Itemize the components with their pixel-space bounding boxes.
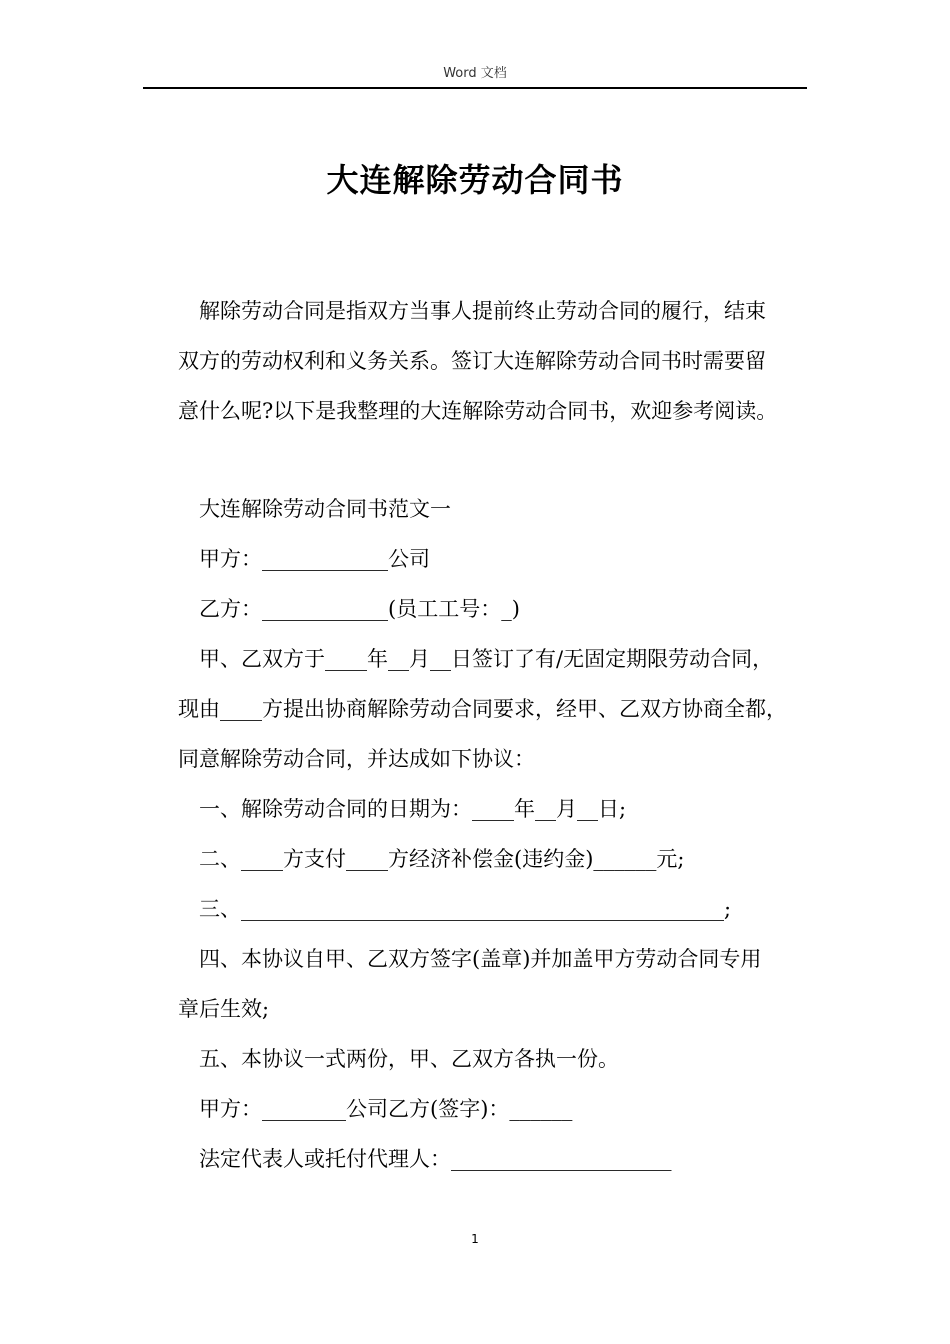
clause-5: 五、本协议一式两份，甲、乙双方各执一份。 [199, 1047, 619, 1071]
clause-4-line-2: 章后生效; [178, 997, 270, 1021]
clause-2: 二、____方支付____方经济补偿金(违约金)______元; [199, 847, 685, 871]
clause-1: 一、解除劳动合同的日期为：____年__月__日; [199, 797, 627, 821]
agreement-line-2: 现由____方提出协商解除劳动合同要求，经甲、乙双方协商全都， [178, 697, 787, 721]
party-a-line: 甲方：____________公司 [199, 547, 430, 571]
agreement-line-1: 甲、乙双方于____年__月__日签订了有/无固定期限劳动合同， [199, 647, 774, 671]
intro-paragraph [178, 286, 818, 436]
intro-line-2: 双方的劳动权利和义务关系。签订大连解除劳动合同书时需要留 [178, 349, 766, 373]
clause-4-line-1: 四、本协议自甲、乙双方签字(盖章)并加盖甲方劳动合同专用 [199, 947, 762, 971]
document-title: 大连解除劳动合同书 [326, 161, 624, 199]
party-b-line: 乙方：____________(员工工号：_) [199, 597, 520, 621]
representative-line: 法定代表人或托付代理人：_____________________ [199, 1147, 672, 1171]
intro-line-3: 意什么呢?以下是我整理的大连解除劳动合同书，欢迎参考阅读。 [178, 399, 778, 423]
page-header-label: Word 文档 [443, 66, 507, 81]
sample-heading: 大连解除劳动合同书范文一 [199, 497, 451, 521]
intro-line-1: 解除劳动合同是指双方当事人提前终止劳动合同的履行，结束 [199, 299, 766, 323]
contract-body [178, 484, 818, 1184]
agreement-line-3: 同意解除劳动合同，并达成如下协议： [178, 747, 535, 771]
signature-line: 甲方：________公司乙方(签字)：______ [199, 1097, 573, 1121]
page-number: 1 [471, 1232, 479, 1246]
clause-3: 三、______________________________________________; [199, 897, 732, 921]
header-divider [143, 87, 807, 89]
